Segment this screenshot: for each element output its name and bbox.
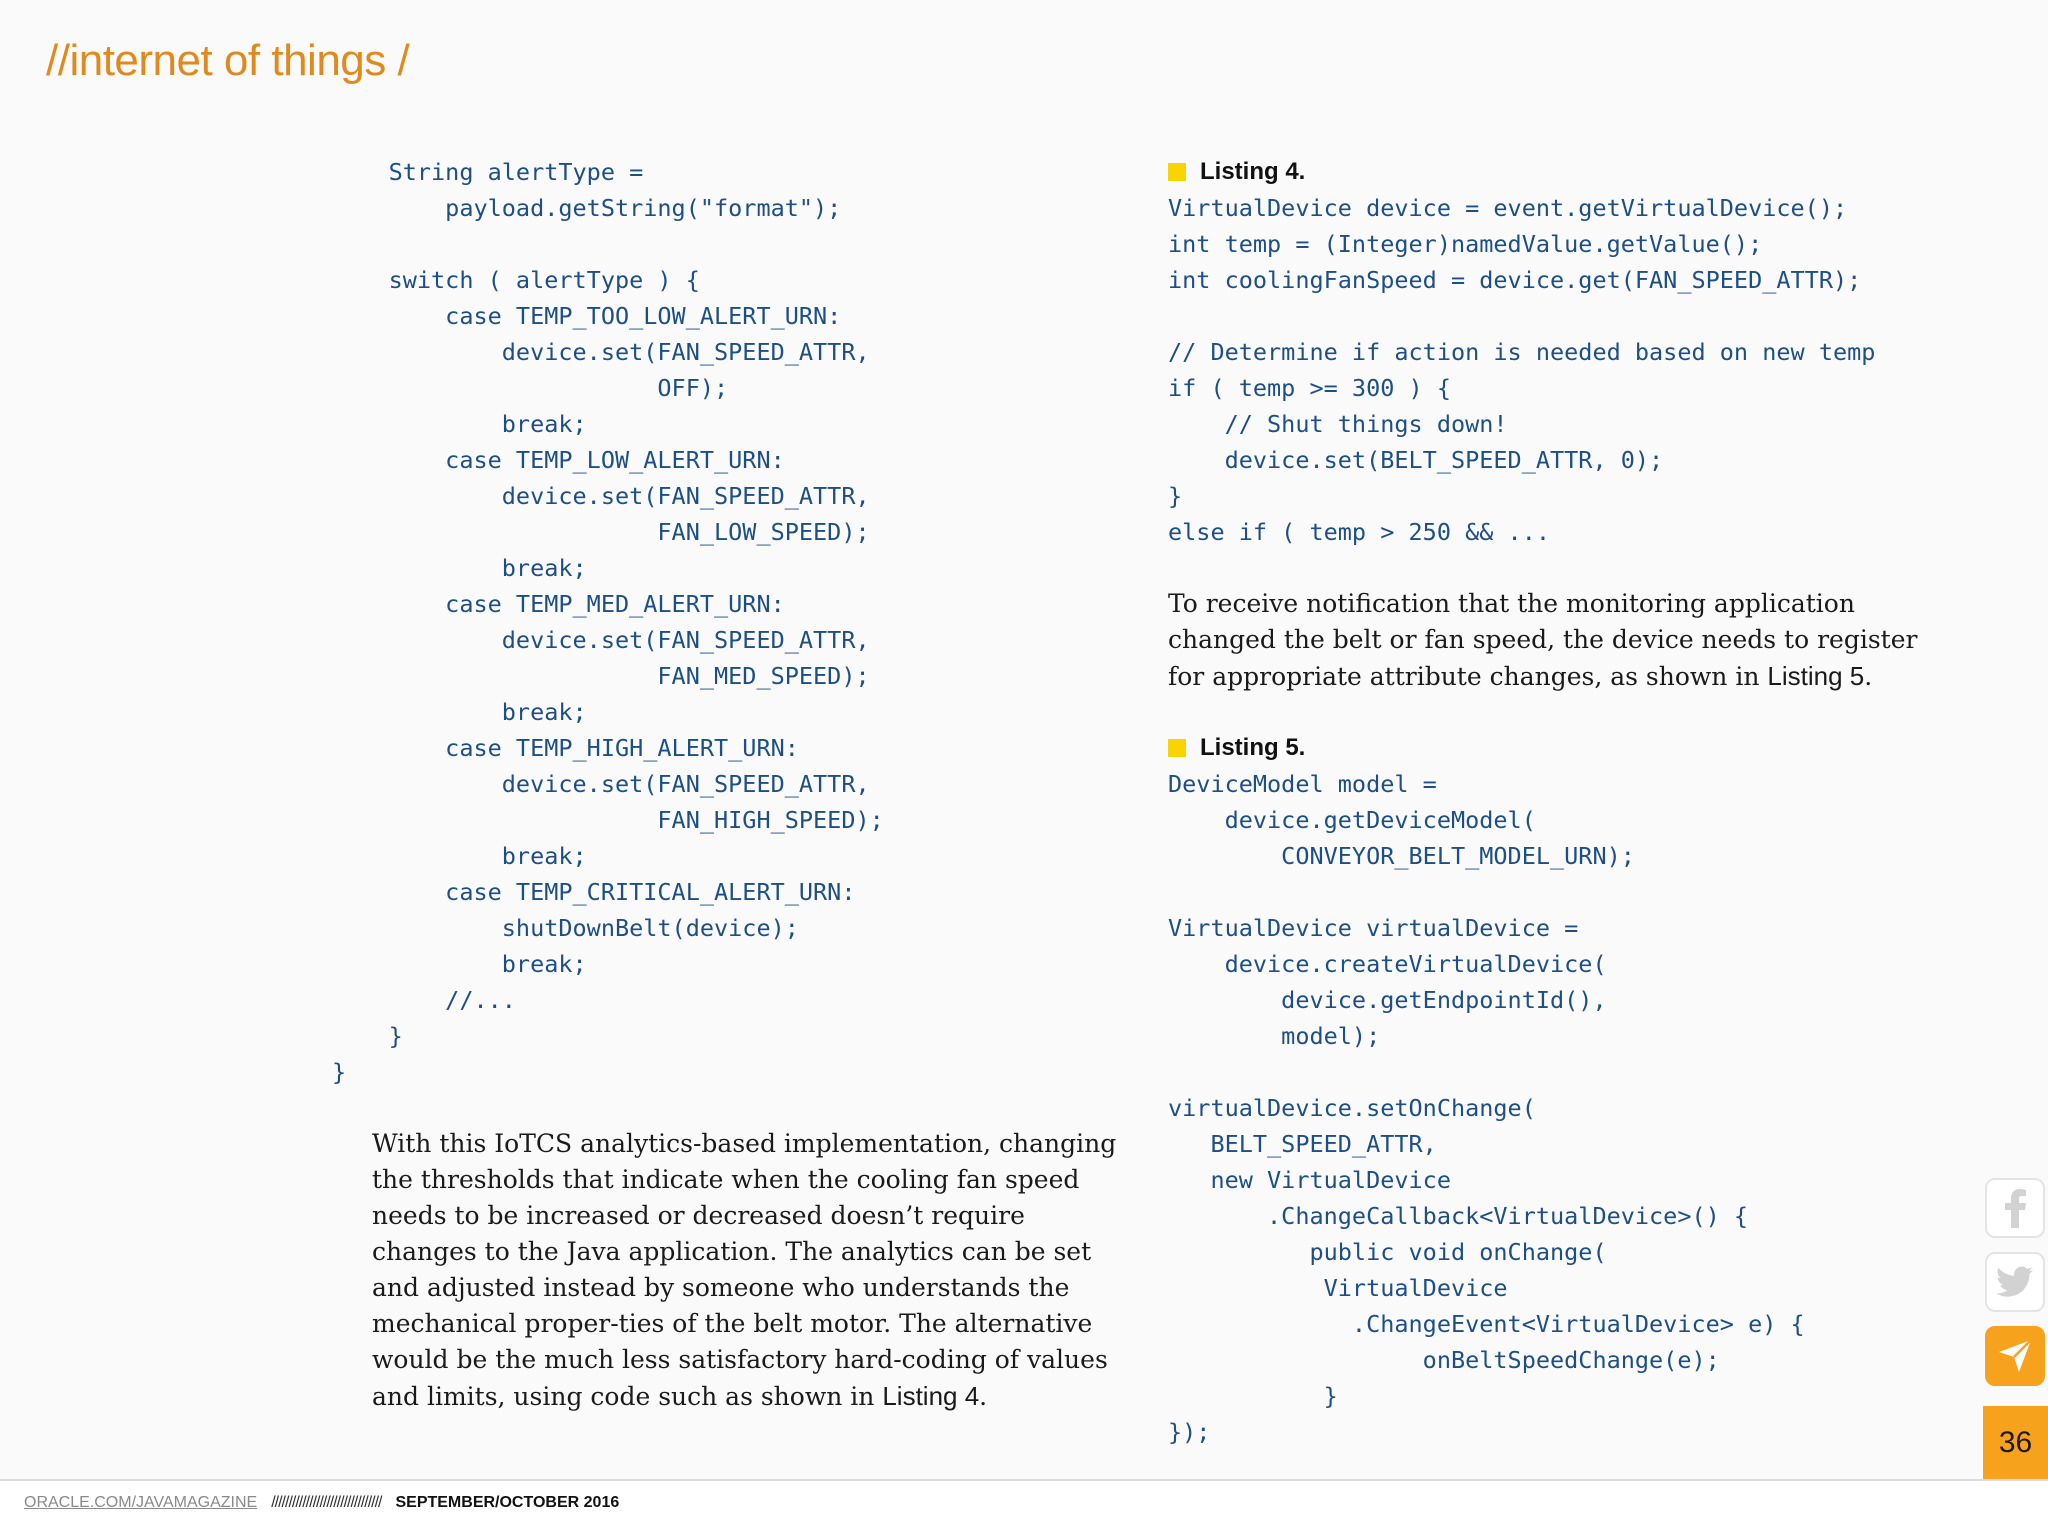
listing-5-reference: Listing 5 <box>1767 661 1865 691</box>
facebook-share-button[interactable] <box>1985 1178 2045 1238</box>
listing-5-header <box>1168 730 1305 766</box>
email-share-button[interactable] <box>1985 1326 2045 1386</box>
footer <box>24 1494 619 1512</box>
footer-divider: //////////////////////////////// <box>271 1494 382 1511</box>
code-listing-4: VirtualDevice device = event.getVirtualDevice(); int temp = (Integer)namedValue.getValue(); int coolingFanSpeed = device.get(FAN_SPEED_ATTR); // Determine if action is needed based on new temp if ( temp >= 300 ) { // Shut things down! device.set(BELT_SPEED_ATTR, 0); } else if ( temp > 250 && ... <box>1168 194 1876 546</box>
listing-4-reference: Listing 4 <box>882 1381 980 1411</box>
listing-5-title: Listing 5. <box>1200 734 1306 761</box>
listing-4-header <box>1168 154 1305 190</box>
listing-4-title: Listing 4. <box>1200 158 1306 185</box>
footer-site-link[interactable]: ORACLE.COM/JAVAMAGAZINE <box>24 1494 258 1511</box>
page-number: 36 <box>1983 1406 2048 1480</box>
code-listing-5: DeviceModel model = device.getDeviceModel( CONVEYOR_BELT_MODEL_URN); VirtualDevice virtualDevice = device.createVirtualDevice( device.getEndpointId(), model); virtualDevice.setOnChange( BELT_SPEED_ATTR, new VirtualDevice .ChangeCallback<VirtualDevice>() { public void onChange( VirtualDevice .ChangeEvent<VirtualDevice> e) { onBeltSpeedChange(e); } }); <box>1168 770 1805 1446</box>
code-listing-switch: String alertType = payload.getString("format"); switch ( alertType ) { case TEMP_TOO_LOW_ALERT_URN: device.set(FAN_SPEED_ATTR, OFF); break; case TEMP_LOW_ALERT_URN: device.set(FAN_SPEED_ATTR, FAN_LOW_SPEED); break; case TEMP_MED_ALERT_URN: device.set(FAN_SPEED_ATTR, FAN_MED_SPEED); break; case TEMP_HIGH_ALERT_URN: device.set(FAN_SPEED_ATTR, FAN_HIGH_SPEED); break; case TEMP_CRITICAL_ALERT_URN: shutDownBelt(device); break; //... } } <box>332 158 884 1086</box>
paragraph-text: To receive notification that the monitoring application changed the belt or fan speed, the device needs to register for appropriate attribute changes, as shown in <box>1168 589 1918 691</box>
issue-date: SEPTEMBER/OCTOBER 2016 <box>395 1494 620 1511</box>
paragraph-period: . <box>1864 662 1873 691</box>
listing-marker-icon <box>1168 739 1186 757</box>
listing-marker-icon <box>1168 163 1186 181</box>
twitter-icon <box>1996 1266 2034 1298</box>
twitter-share-button[interactable] <box>1985 1252 2045 1312</box>
paragraph-period: . <box>979 1382 988 1411</box>
footer-rule <box>0 1479 2048 1481</box>
paragraph-text: With this IoTCS analytics-based implementation, changing the thresholds that indicate when the cooling fan speed needs to be increased or decreased doesn’t require changes to the Java application. The analytics can be set and adjusted instead by someone who understands the mechanical proper-ties of the belt motor. The alternative would be the much less satisfactory hard-coding of values and limits, using code such as shown in <box>372 1129 1117 1411</box>
section-title: //internet of things / <box>46 36 410 85</box>
body-paragraph-right <box>1168 586 1928 695</box>
email-icon <box>1995 1336 2035 1376</box>
facebook-icon <box>2000 1188 2030 1228</box>
body-paragraph-left <box>372 1126 1132 1415</box>
